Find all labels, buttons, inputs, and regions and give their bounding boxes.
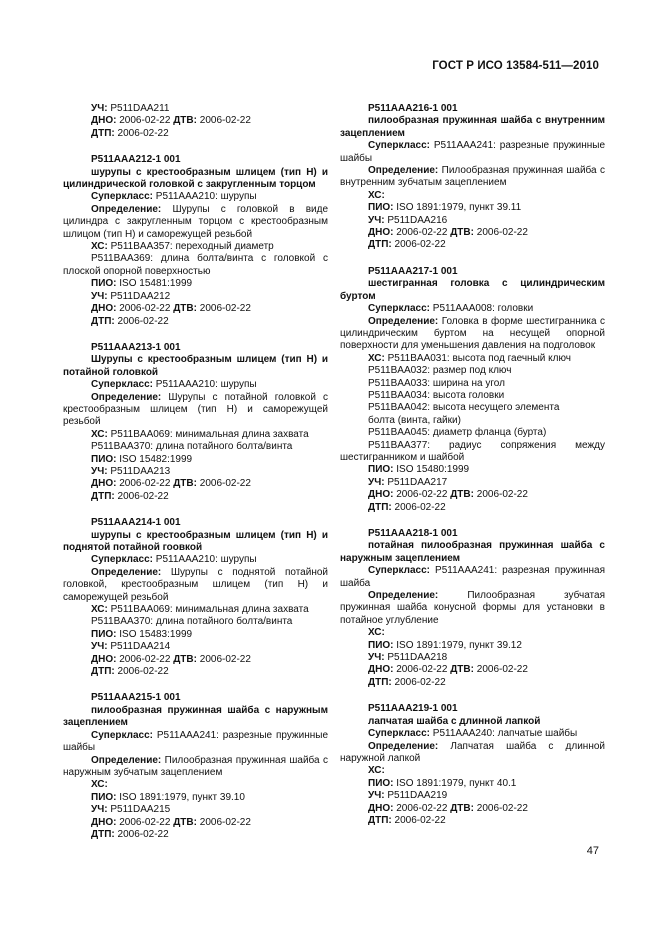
entry-code: P511AAA213-1 001 bbox=[91, 341, 181, 353]
page-number: 47 bbox=[586, 845, 599, 857]
entry-code: P511AAA218-1 001 bbox=[368, 528, 458, 539]
entry-title: Шурупы с крестообразным шлицем (тип Н) и потайной головкой bbox=[63, 354, 328, 378]
entry-215: P511AAA215-1 001 пилообразная пружинная шайба с наружным зацеплением Суперкласс: P511AAA241: разрезные пружинные шайбы Определение: Пилообразная пружинная шайба с наружным зубчатым зацеплением ХС: ПИО: ISO 1891:1979, пункт 39.10 УЧ: P511DAA215 ДНО: 2006-02-22 ДТВ: 2006-02-22 ДТП: 2006-02-22 bbox=[63, 692, 329, 840]
entry-code: P511AAA216-1 001 bbox=[368, 103, 458, 114]
entry-code: P511AAA214-1 001 bbox=[91, 517, 181, 529]
entry-title: лапчатая шайба с длинной лапкой bbox=[368, 715, 541, 727]
left-column bbox=[63, 103, 328, 855]
right-column bbox=[340, 103, 605, 841]
entry-code: P511AAA217-1 001 bbox=[368, 265, 458, 277]
entry-title: шестигранная головка с цилиндрическим буртом bbox=[340, 278, 605, 302]
entry-218: P511AAA218-1 001 потайная пилообразная пружинная шайба с наружным зацеплением Суперкласс: P511AAA241: разрезная пружинная шайба Определение: Пилообразная зубчатая пружинная шайба конусной формы для установки в потайное углубление ХС: ПИО: ISO 1891:1979, пункт 39.12 УЧ: P511DAA218 ДНО: 2006-02-22 ДТВ: 2006-02-22 ДТП: 2006-02-22 bbox=[340, 528, 606, 688]
entry-code: P511AAA212-1 001 bbox=[91, 154, 181, 166]
entry-title: пилообразная пружинная шайба с наружным зацеплением bbox=[63, 704, 328, 729]
entry-title: шурупы с крестообразным шлицем (тип Н) и поднятой потайной гоовкой bbox=[63, 529, 328, 553]
entry-title: пилообразная пружинная шайба с внутренним зацеплением bbox=[340, 115, 605, 139]
entry-213: P511AAA213-1 001 Шурупы с крестообразным шлицем (тип Н) и потайной головкой Суперкласс: P511AAA210: шурупы Определение: Шурупы с потайной головкой с крестообразным шлицем (тип Н) и саморежущей резьбой ХС: P511BAA069: минимальная длина захвата P511BAA370: длина потайного болта/винта ПИО: ISO 15482:1999 УЧ: P511DAA213 ДНО: 2006-02-22 ДТВ: 2006-02-22 ДТП: 2006-02-22 bbox=[63, 341, 328, 502]
entry-212: P511AAA212-1 001 шурупы с крестообразным шлицем (тип Н) и цилиндрической головкой с закругленным торцом Суперкласс: P511AAA210: шурупы Определение: Шурупы с головкой в виде цилиндра с закругленным торцом с крестообразным шлицом (тип Н) и саморежущей резьбой ХС: P511BAA357: переходный диаметр P511BAA369: длина болта/винта с головкой с плоской опорной поверхностью ПИО: ISO 15481:1999 УЧ: P511DAA212 ДНО: 2006-02-22 ДТВ: 2006-02-22 ДТП: 2006-02-22 bbox=[63, 154, 329, 327]
entry-214: P511AAA214-1 001 шурупы с крестообразным шлицем (тип Н) и поднятой потайной гоовкой Суперкласс: P511AAA210: шурупы Определение: Шурупы с поднятой потайной головкой, крестообразным шлицем (тип Н) и саморежущей резьбой ХС: P511BAA069: минимальная длина захвата P511BAA370: длина потайного болта/винта ПИО: ISO 15483:1999 УЧ: P511DAA214 ДНО: 2006-02-22 ДТВ: 2006-02-22 ДТП: 2006-02-22 bbox=[63, 517, 328, 678]
entry-title: шурупы с крестообразным шлицем (тип Н) и цилиндрической головкой с закругленным торцом bbox=[63, 166, 328, 191]
entry-216: P511AAA216-1 001 пилообразная пружинная шайба с внутренним зацеплением Суперкласс: P511AAA241: разрезные пружинные шайбы Определение: Пилообразная пружинная шайба с внутренним зубчатым зацеплением ХС: ПИО: ISO 1891:1979, пункт 39.11 УЧ: P511DAA216 ДНО: 2006-02-22 ДТВ: 2006-02-22 ДТП: 2006-02-22 bbox=[340, 103, 606, 251]
entry-219: P511AAA219-1 001 лапчатая шайба с длинной лапкой Суперкласс: P511AAA240: лапчатые шайбы Определение: Лапчатая шайба с длинной наружной лапкой ХС: ПИО: ISO 1891:1979, пункт 40.1 УЧ: P511DAA219 ДНО: 2006-02-22 ДТВ: 2006-02-22 ДТП: 2006-02-22 bbox=[340, 703, 605, 826]
entry-code: P511AAA219-1 001 bbox=[368, 703, 458, 715]
page-header: ГОСТ Р ИСО 13584-511—2010 bbox=[432, 60, 599, 72]
entry-title: потайная пилообразная пружинная шайба с наружным зацеплением bbox=[340, 540, 605, 564]
uch-value: P511DAA211 bbox=[110, 103, 170, 114]
entry-code: P511AAA215-1 001 bbox=[91, 692, 181, 704]
entry-217: P511AAA217-1 001 шестигранная головка с цилиндрическим буртом Суперкласс: P511AAA008: головки Определение: Головка в форме шестигранника с цилиндрическим буртом на несущей опорной поверхности для уменьшения давления на подголовок ХС: P511BAA031: высота под гаечный ключ P511BAA032: размер под ключ P511BAA033: ширина на угол P511BAA034: высота головки P511BAA042: высота несущего элемента болта (винта, гайки) P511BAA045: диаметр фланца (бурта) P511BAA377: радиус сопряжения между шестигранником и шайбой ПИО: ISO 15480:1999 УЧ: P511DAA217 ДНО: 2006-02-22 ДТВ: 2006-02-22 ДТП: 2006-02-22 bbox=[340, 265, 605, 513]
entry-211: УЧ: P511DAA211 ДНО: 2006-02-22 ДТВ: 2006-02-22 ДТП: 2006-02-22 bbox=[91, 103, 251, 139]
